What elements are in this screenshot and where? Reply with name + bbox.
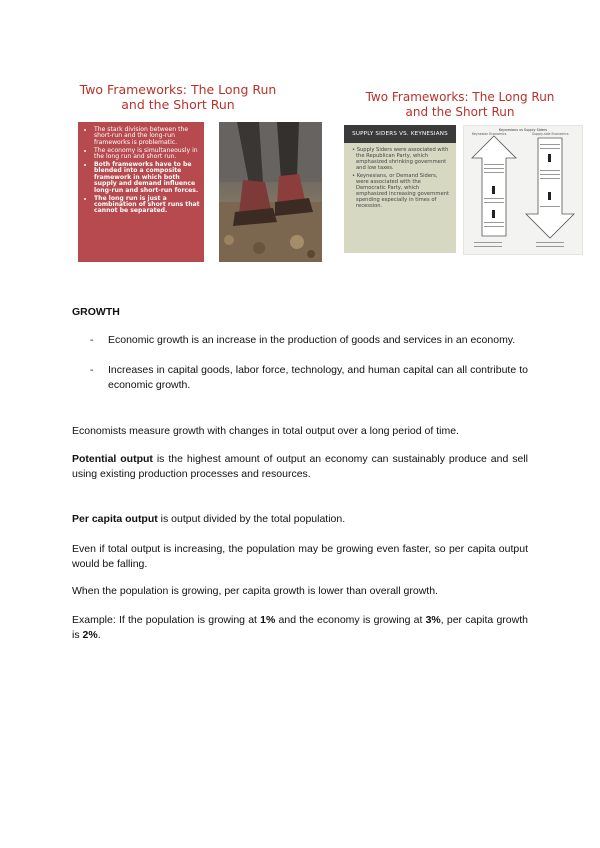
paragraph-population-faster: Even if total output is increasing, the population may be growing even faster, so per capita output would be falling. [72,543,528,570]
term-potential-output: Potential output [72,453,153,465]
panel-item: • Supply Siders were associated with the Republican Party, which emphasized shrinking government and low taxes. [352,147,449,171]
slide1-bullet: • Both frameworks have to be blended into a composite framework in which both supply and demand influence long-run and short-run forces. [94,162,200,194]
keynesian-vs-supply-diagram [463,125,583,255]
growth-bullets [72,333,528,408]
section-heading: GROWTH [72,306,120,318]
slide1-bullet: • The economy is simultaneously in the long run and short run. [94,148,200,161]
slide1-bullet: • The long run is just a combination of short runs that cannot be separated. [94,196,200,215]
bullet-text: Economic growth is an increase in the production of goods and services in an economy. [108,334,516,346]
list-item: - Economic growth is an increase in the production of goods and services in an economy. [90,334,516,346]
slide1-bullet: • The stark division between the short-run and the long-run frameworks is problematic. [94,127,200,146]
panel-header: SUPPLY SIDERS VS. KEYNESIANS [344,125,456,143]
bullet-text: Increases in capital goods, labor force, technology, and human capital can all contribute to economic growth. [108,364,528,391]
paragraph-measure-growth: Economists measure growth with changes in total output over a long period of time. [72,425,459,437]
slide1-title: Two Frameworks: The Long Run and the Short Run [79,82,277,112]
slide2-title: Two Frameworks: The Long Run and the Short Run [365,90,555,119]
hiking-boots-photo [219,122,322,262]
paragraph-example: Example: If the population is growing at 1% and the economy is growing at 3%, per capita growth is 2%. [72,614,528,641]
paragraph-per-capita: Per capita output is output divided by the total population. [72,513,346,525]
panel-body [344,143,456,253]
list-item: - Increases in capital goods, labor force, technology, and human capital can all contribute to economic growth. [90,364,528,391]
diagram-title: Keynesians vs Supply Siders [498,128,548,132]
panel-item: • Keynesians, or Demand Siders, were associated with the Democratic Party, which emphasized increasing government spending especially in times of recession. [352,173,449,209]
paragraph-population-growing: When the population is growing, per capita growth is lower than overall growth. [72,585,438,597]
diagram-right-label: Supply-side Economics [532,132,569,136]
diagram-left-label: Keynesian Economics [472,132,507,136]
slide1-bullet-box [78,122,204,262]
diagram-arrows [464,126,582,254]
paragraph-potential-output: Potential output is the highest amount of output an economy can sustainably produce and sell using existing production processes and resources. [72,453,528,480]
term-per-capita-output: Per capita output [72,513,158,525]
